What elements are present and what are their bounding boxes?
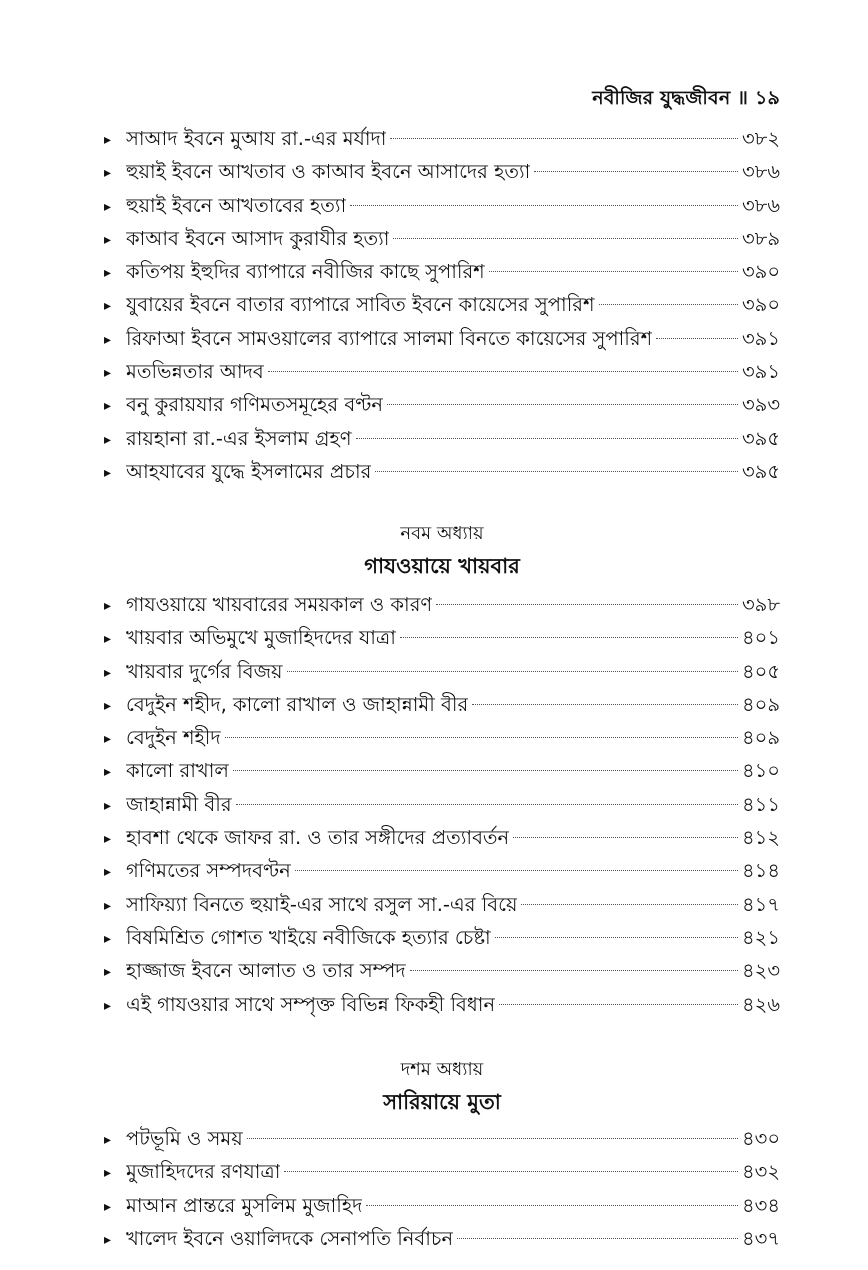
toc-entry bbox=[104, 754, 780, 787]
bullet-arrow-icon: ▸ bbox=[104, 132, 112, 148]
toc-entry bbox=[104, 222, 780, 255]
dot-leader bbox=[457, 1238, 738, 1239]
toc-entry-title: হুয়াই ইবনে আখতাব ও কাআব ইবনে আসাদের হত্যা bbox=[126, 160, 531, 184]
toc-entry-page-number: ৪১৭ bbox=[742, 892, 780, 916]
toc-entry-page-number: ৪৩০ bbox=[741, 1127, 780, 1150]
dot-leader bbox=[410, 970, 738, 971]
dot-leader bbox=[350, 205, 738, 206]
toc-entry-page-number: ৩৯৩ bbox=[741, 393, 780, 417]
toc-entry bbox=[104, 1222, 780, 1255]
toc-entry-page-number: ৩৯১ bbox=[742, 360, 780, 384]
toc-entry-page-number: ৩৮২ bbox=[741, 127, 780, 150]
bullet-arrow-icon: ▸ bbox=[104, 964, 112, 981]
toc-entry bbox=[104, 122, 780, 155]
toc-entry-page-number: ৩৮৬ bbox=[741, 193, 780, 217]
toc-entry-title: খায়বার দুর্গের বিজয় bbox=[126, 659, 283, 683]
toc-entry-page-number: ৪১১ bbox=[742, 792, 780, 816]
toc-entry-title: এই গাযওয়ার সাথে সম্পৃক্ত বিভিন্ন ফিকহী বিধান bbox=[126, 992, 496, 1016]
toc-entry bbox=[104, 422, 780, 455]
dot-leader bbox=[393, 238, 738, 239]
toc-entry-title: হাজ্জাজ ইবনে আলাত ও তার সম্পদ bbox=[126, 959, 406, 983]
toc-entry bbox=[104, 621, 780, 654]
toc-entry bbox=[104, 721, 780, 754]
dot-leader bbox=[489, 271, 738, 272]
toc-entry bbox=[104, 888, 780, 921]
dot-leader bbox=[387, 404, 738, 405]
dot-leader bbox=[400, 637, 738, 638]
toc-entry-page-number: ৪০১ bbox=[742, 626, 780, 650]
toc-section-1 bbox=[104, 122, 780, 488]
dot-leader bbox=[356, 438, 738, 439]
toc-entry-title: কাআব ইবনে আসাদ কুরাযীর হত্যা bbox=[126, 226, 390, 250]
toc-entry bbox=[104, 155, 780, 188]
bullet-arrow-icon: ▸ bbox=[104, 165, 112, 182]
bullet-arrow-icon: ▸ bbox=[104, 797, 112, 814]
dot-leader bbox=[268, 371, 738, 372]
toc-entry bbox=[104, 954, 780, 987]
dot-leader bbox=[233, 770, 738, 771]
toc-entry-title: কতিপয় ইহুদির ব্যাপারে নবীজির কাছে সুপারিশ bbox=[126, 260, 485, 284]
toc-entry-title: যুবায়ের ইবনে বাতার ব্যাপারে সাবিত ইবনে কায়েসের সুপারিশ bbox=[126, 293, 595, 317]
bullet-arrow-icon: ▸ bbox=[104, 631, 112, 648]
dot-leader bbox=[656, 338, 738, 339]
bullet-arrow-icon: ▸ bbox=[104, 997, 112, 1014]
dot-leader bbox=[287, 671, 738, 672]
toc-entry-page-number: ৪১৪ bbox=[742, 859, 780, 883]
bullet-arrow-icon: ▸ bbox=[104, 331, 112, 348]
bullet-arrow-icon: ▸ bbox=[104, 398, 112, 415]
dot-leader bbox=[534, 171, 738, 172]
bullet-arrow-icon: ▸ bbox=[104, 697, 112, 714]
toc-entry-page-number: ৩৯০ bbox=[741, 293, 780, 317]
bullet-arrow-icon: ▸ bbox=[104, 298, 112, 315]
toc-entry-title: আহযাবের যুদ্ধে ইসলামের প্রচার bbox=[126, 459, 372, 483]
bullet-arrow-icon: ▸ bbox=[104, 764, 112, 781]
chapter-title: গাযওয়ায়ে খায়বার bbox=[364, 554, 520, 578]
toc-entry-title: সাআদ ইবনে মুআয রা.-এর মর্যাদা bbox=[126, 127, 387, 150]
toc-entry-title: বেদুইন শহীদ, কালো রাখাল ও জাহান্নামী বীর bbox=[126, 692, 469, 716]
chapter-label: দশম অধ্যায় bbox=[400, 1059, 484, 1080]
dot-leader bbox=[495, 937, 738, 938]
dot-leader bbox=[499, 1004, 738, 1005]
toc-entry-title: হুয়াই ইবনে আখতাবের হত্যা bbox=[126, 193, 347, 217]
dot-leader bbox=[472, 704, 738, 705]
toc-entry bbox=[104, 988, 780, 1021]
toc-entry bbox=[104, 388, 780, 421]
dot-leader bbox=[521, 904, 738, 905]
bullet-arrow-icon: ▸ bbox=[104, 231, 112, 248]
bullet-arrow-icon: ▸ bbox=[104, 897, 112, 914]
toc-entry bbox=[104, 255, 780, 288]
bullet-arrow-icon: ▸ bbox=[104, 365, 112, 382]
bullet-arrow-icon: ▸ bbox=[104, 198, 112, 215]
toc-entry-title: কালো রাখাল bbox=[126, 759, 229, 783]
toc-entry bbox=[104, 655, 780, 688]
toc-entry bbox=[104, 588, 780, 621]
bullet-arrow-icon: ▸ bbox=[104, 1132, 112, 1148]
dot-leader bbox=[284, 1171, 738, 1172]
toc-entry-page-number: ৪০৯ bbox=[742, 692, 780, 716]
bullet-arrow-icon: ▸ bbox=[104, 831, 112, 848]
dot-leader bbox=[390, 138, 738, 139]
toc-entry bbox=[104, 1189, 780, 1222]
bullet-arrow-icon: ▸ bbox=[104, 731, 112, 748]
toc-entry-title: হাবশা থেকে জাফর রা. ও তার সঙ্গীদের প্রত্যাবর্তন bbox=[126, 826, 510, 850]
toc-entry-page-number: ৪২৬ bbox=[741, 992, 780, 1016]
toc-entry bbox=[104, 788, 780, 821]
toc-entry bbox=[104, 189, 780, 222]
toc-entry bbox=[104, 322, 780, 355]
toc-entry-title: মতভিন্নতার আদব bbox=[126, 360, 264, 384]
toc-entry-page-number: ৪০৫ bbox=[742, 659, 780, 683]
toc-section-chapter-9 bbox=[104, 588, 780, 1021]
dot-leader bbox=[247, 1138, 738, 1139]
toc-entry-page-number: ৪১২ bbox=[742, 826, 780, 850]
chapter-label: নবম অধ্যায় bbox=[400, 523, 484, 544]
toc-entry-page-number: ৩৯৫ bbox=[742, 426, 780, 450]
toc-entry-page-number: ৪১০ bbox=[742, 759, 780, 783]
bullet-arrow-icon: ▸ bbox=[104, 1165, 112, 1182]
toc-entry-page-number: ৩৮৯ bbox=[742, 226, 780, 250]
dot-leader bbox=[236, 804, 738, 805]
chapter-title: সারিয়ায়ে মুতা bbox=[383, 1090, 501, 1114]
toc-entry-title: জাহান্নামী বীর bbox=[126, 792, 232, 816]
dot-leader bbox=[599, 304, 738, 305]
dot-leader bbox=[225, 737, 738, 738]
toc-entry-title: মুজাহিদদের রণযাত্রা bbox=[126, 1160, 281, 1184]
toc-entry bbox=[104, 821, 780, 854]
toc-entry-page-number: ৪৩৪ bbox=[742, 1193, 780, 1217]
toc-entry bbox=[104, 1122, 780, 1155]
toc-entry-title: পটভূমি ও সময় bbox=[126, 1127, 243, 1150]
dot-leader bbox=[436, 604, 738, 605]
toc-entry-page-number: ৩৯৮ bbox=[742, 593, 780, 616]
toc-entry-title: গাযওয়ায়ে খায়বারের সময়কাল ও কারণ bbox=[126, 593, 433, 616]
toc-section-chapter-10 bbox=[104, 1122, 780, 1255]
bullet-arrow-icon: ▸ bbox=[104, 664, 112, 681]
toc-entry-page-number: ৩৯৫ bbox=[742, 459, 780, 483]
dot-leader bbox=[375, 471, 738, 472]
dot-leader bbox=[513, 837, 738, 838]
bullet-arrow-icon: ▸ bbox=[104, 464, 112, 481]
chapter-9-heading bbox=[104, 520, 780, 584]
bullet-arrow-icon: ▸ bbox=[104, 930, 112, 947]
bullet-arrow-icon: ▸ bbox=[104, 265, 112, 282]
toc-entry-title: বেদুইন শহীদ bbox=[126, 726, 221, 750]
toc-entry-title: রিফাআ ইবনে সামওয়ালের ব্যাপারে সালমা বিনতে কায়েসের সুপারিশ bbox=[126, 326, 653, 350]
toc-entry-title: খালেদ ইবনে ওয়ালিদকে সেনাপতি নির্বাচন bbox=[126, 1226, 454, 1250]
toc-entry bbox=[104, 288, 780, 321]
toc-entry-page-number: ৩৯০ bbox=[741, 260, 780, 284]
toc-entry-title: সাফিয়্যা বিনতে হুয়াই-এর সাথে রসুল সা.-এর বিয়ে bbox=[126, 892, 518, 916]
toc-entry-page-number: ৩৯১ bbox=[742, 326, 780, 350]
toc-entry-page-number: ৪৩৭ bbox=[741, 1226, 780, 1250]
toc-entry bbox=[104, 854, 780, 887]
dot-leader bbox=[366, 1205, 738, 1206]
dot-leader bbox=[295, 870, 738, 871]
bullet-arrow-icon: ▸ bbox=[104, 864, 112, 881]
bullet-arrow-icon: ▸ bbox=[104, 1198, 112, 1215]
toc-entry-title: বিষমিশ্রিত গোশত খাইয়ে নবীজিকে হত্যার চেষ্টা bbox=[126, 925, 491, 949]
chapter-10-heading bbox=[104, 1056, 780, 1120]
bullet-arrow-icon: ▸ bbox=[104, 431, 112, 448]
bullet-arrow-icon: ▸ bbox=[104, 598, 112, 614]
toc-entry-title: মাআন প্রান্তরে মুসলিম মুজাহিদ bbox=[126, 1193, 363, 1217]
bullet-arrow-icon: ▸ bbox=[104, 1231, 112, 1248]
toc-entry bbox=[104, 1155, 780, 1188]
toc-entry-page-number: ৪০৯ bbox=[742, 726, 780, 750]
toc-entry-title: গণিমতের সম্পদবণ্টন bbox=[126, 859, 291, 883]
toc-entry-title: বনু কুরায়যার গণিমতসমূহের বণ্টন bbox=[126, 393, 384, 417]
toc-entry-page-number: ৪৩২ bbox=[741, 1160, 780, 1184]
running-header: নবীজির যুদ্ধজীবন ॥ ১৯ bbox=[592, 87, 780, 109]
toc-entry-title: রায়হানা রা.-এর ইসলাম গ্রহণ bbox=[126, 426, 352, 450]
toc-entry-page-number: ৪২৩ bbox=[741, 959, 780, 983]
toc-entry bbox=[104, 921, 780, 954]
toc-entry-page-number: ৪২১ bbox=[742, 925, 780, 949]
toc-entry bbox=[104, 688, 780, 721]
toc-entry-page-number: ৩৮৬ bbox=[741, 160, 780, 184]
toc-entry-title: খায়বার অভিমুখে মুজাহিদদের যাত্রা bbox=[126, 626, 396, 650]
toc-entry bbox=[104, 355, 780, 388]
toc-entry bbox=[104, 455, 780, 488]
